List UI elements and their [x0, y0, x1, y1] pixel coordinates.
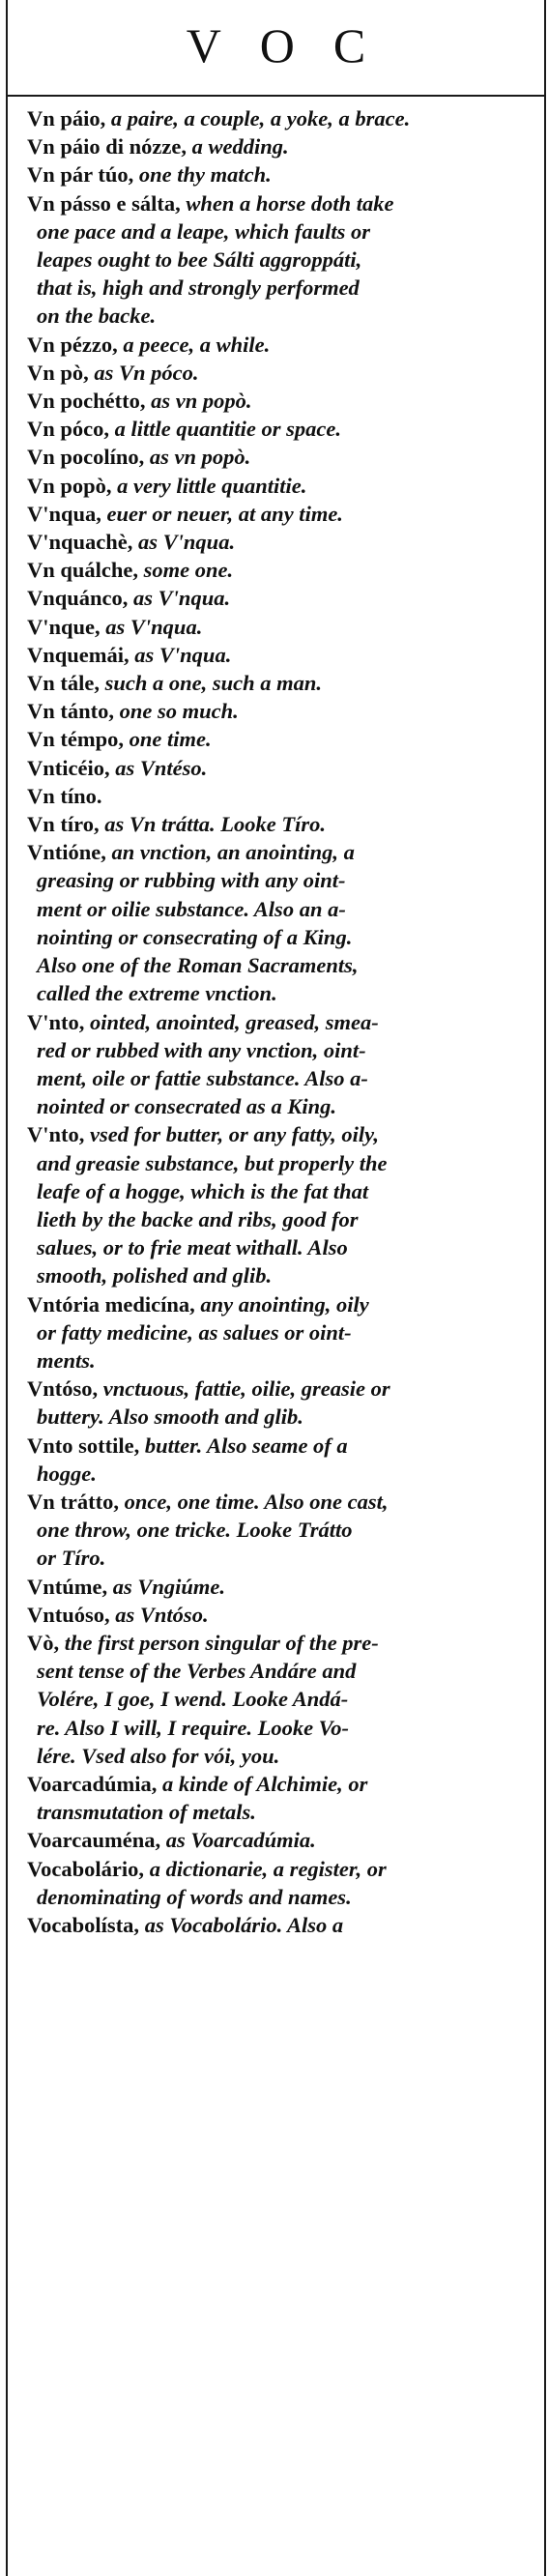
entry-headword: Vn tále, — [27, 671, 100, 696]
entry-headword: Vnquemái, — [27, 642, 130, 667]
entry-definition: a very little quantitie. — [117, 473, 307, 498]
entry-headword: Vn pochétto, — [27, 389, 146, 414]
dictionary-entry — [27, 1488, 538, 1573]
entry-headword: V'nque, — [27, 614, 101, 639]
entry-headword: Vn tánto, — [27, 699, 115, 724]
entry-definition: when a horse doth take — [186, 190, 394, 216]
entry-line — [27, 502, 343, 526]
dictionary-entry — [27, 1770, 538, 1826]
left-column-rule — [6, 0, 8, 2576]
dictionary-entry — [27, 1911, 538, 1939]
entry-line — [27, 1122, 379, 1146]
entry-line — [27, 361, 199, 385]
entry-continuation-line — [27, 1657, 538, 1685]
dictionary-entry — [27, 810, 538, 838]
entry-line — [27, 558, 233, 582]
entry-definition: ointed, anointed, greased, smea- — [90, 1009, 379, 1034]
entry-definition: as Vntóso. — [115, 1602, 209, 1627]
dictionary-entry — [27, 754, 538, 782]
entry-headword: Vn pézzo, — [27, 332, 118, 357]
entry-line — [27, 445, 250, 469]
entry-headword: Vocabolísta, — [27, 1913, 140, 1937]
dictionary-entry — [27, 387, 538, 415]
entry-definition: one so much. — [119, 699, 239, 724]
dictionary-entry — [27, 1432, 538, 1488]
entry-headword: V'nto, — [27, 1122, 85, 1147]
dictionary-entry — [27, 1375, 538, 1431]
entry-headword: Vnticéio, — [27, 755, 110, 780]
entry-continuation-line — [27, 1685, 538, 1713]
entry-definition: ments. — [37, 1347, 96, 1373]
entry-continuation-line — [27, 979, 538, 1007]
entry-definition: buttery. Also smooth and glib. — [37, 1404, 303, 1430]
entry-definition: as Vn póco. — [94, 360, 199, 385]
dictionary-entry — [27, 443, 538, 471]
entry-definition: one time. — [129, 727, 212, 752]
dictionary-entry — [27, 1573, 538, 1601]
entry-line — [27, 417, 341, 441]
entry-headword: Vn témpo, — [27, 727, 124, 752]
entry-continuation-line — [27, 1149, 538, 1177]
entry-definition: or Tíro. — [37, 1546, 106, 1571]
entry-headword: Vnquánco, — [27, 586, 129, 611]
entry-definition: one pace and a leape, which faults or — [37, 218, 371, 244]
entry-headword: Vn trátto, — [27, 1489, 119, 1514]
entry-line — [27, 812, 326, 836]
entry-definition: leafe of a hogge, which is the fat that — [37, 1178, 369, 1203]
dictionary-entry — [27, 415, 538, 443]
entry-continuation-line — [27, 1883, 538, 1911]
entry-continuation-line — [27, 895, 538, 923]
entry-definition: as vn popò. — [151, 389, 252, 414]
dictionary-entry — [27, 669, 538, 697]
dictionary-entry — [27, 1826, 538, 1854]
entry-definition: as V'nqua. — [133, 586, 231, 611]
dictionary-entry — [27, 641, 538, 669]
entry-line — [27, 615, 202, 639]
entry-definition: as Vngiúme. — [112, 1574, 226, 1599]
entry-definition: as Vocabolário. Also a — [144, 1913, 344, 1937]
entry-line — [27, 1857, 387, 1881]
entry-definition: lieth by the backe and ribs, good for — [37, 1206, 359, 1231]
entry-definition: vsed for butter, or any fatty, oily, — [90, 1122, 379, 1147]
dictionary-entry — [27, 1601, 538, 1629]
entry-line — [27, 106, 410, 130]
entry-continuation-line — [27, 1460, 538, 1488]
dictionary-entry — [27, 584, 538, 612]
entry-definition: one thy match. — [138, 162, 272, 188]
entry-headword: Vntúme, — [27, 1574, 108, 1599]
entry-continuation-line — [27, 274, 538, 302]
entry-definition: Volére, I goe, I wend. Looke Andá- — [37, 1687, 349, 1712]
dictionary-entry — [27, 556, 538, 584]
entry-line — [27, 162, 272, 187]
entry-continuation-line — [27, 217, 538, 246]
entry-definition: one throw, one tricke. Looke Trátto — [37, 1518, 353, 1543]
entry-headword: Vn quálche, — [27, 558, 139, 583]
entry-definition: once, one time. Also one cast, — [124, 1489, 389, 1514]
entry-continuation-line — [27, 951, 538, 979]
entry-headword: V'nquachè, — [27, 530, 133, 555]
entry-definition: ment or oilie substance. Also an a- — [37, 896, 346, 921]
entry-continuation-line — [27, 246, 538, 274]
entry-headword: Vntióne, — [27, 840, 106, 865]
dictionary-entry — [27, 132, 538, 160]
dictionary-entry — [27, 160, 538, 188]
entry-line — [27, 643, 231, 667]
entry-line — [27, 756, 207, 780]
entry-definition: an vnction, an anointing, a — [111, 840, 355, 865]
entry-line — [27, 1292, 369, 1317]
entry-definition: vnctuous, fattie, oilie, greasie or — [102, 1376, 390, 1402]
entry-definition: greasing or rubbing with any oint- — [37, 868, 346, 893]
dictionary-entry — [27, 613, 538, 641]
entry-definition: transmutation of metals. — [37, 1800, 256, 1825]
entry-line — [27, 1376, 390, 1401]
entry-headword: Voarcadúmia, — [27, 1771, 158, 1796]
entry-continuation-line — [27, 302, 538, 330]
dictionary-entry — [27, 528, 538, 556]
entry-definition: hogge. — [37, 1461, 97, 1486]
entry-line — [27, 727, 212, 751]
entry-continuation-line — [27, 866, 538, 894]
entry-headword: Vn pár túo, — [27, 162, 134, 188]
dictionary-entry — [27, 189, 538, 331]
entry-definition: euer or neuer, at any time. — [106, 501, 343, 526]
entry-line — [27, 1772, 367, 1796]
dictionary-entry — [27, 331, 538, 359]
entry-line — [27, 1913, 343, 1937]
entry-continuation-line — [27, 1177, 538, 1205]
entry-headword: Vn páio di nózze, — [27, 134, 187, 159]
entry-headword: Vn póco, — [27, 417, 110, 442]
entry-definition: red or rubbed with any vnction, oint- — [37, 1037, 366, 1062]
entry-line — [27, 1490, 389, 1514]
dictionary-entry — [27, 697, 538, 725]
entry-line — [27, 699, 239, 723]
entry-definition: denominating of words and names. — [37, 1884, 352, 1909]
entry-line — [27, 1433, 348, 1458]
entry-continuation-line — [27, 1798, 538, 1826]
entry-continuation-line — [27, 1346, 538, 1375]
entry-headword: Vn páio, — [27, 106, 106, 130]
entry-headword: V'nto, — [27, 1009, 85, 1034]
entry-line — [27, 784, 102, 808]
entry-definition: a peece, a while. — [123, 332, 271, 357]
entry-definition: salues, or to frie meat withall. Also — [37, 1235, 348, 1260]
entry-headword: Vntóso, — [27, 1376, 99, 1402]
dictionary-entry — [27, 725, 538, 753]
entry-headword: Vn pocolíno, — [27, 445, 145, 470]
entry-headword: Vntuóso, — [27, 1602, 110, 1627]
entry-continuation-line — [27, 1714, 538, 1742]
entry-headword: Voarcauména, — [27, 1828, 161, 1853]
entry-line — [27, 474, 306, 498]
dictionary-entry — [27, 472, 538, 500]
entry-headword: Vntória medicína, — [27, 1291, 195, 1317]
entry-definition: as vn popò. — [149, 445, 251, 470]
entry-definition: leapes ought to bee Sálti aggroppáti, — [37, 247, 362, 273]
entry-definition: re. Also I will, I require. Looke Vo- — [37, 1715, 349, 1740]
entry-definition: sent tense of the Verbes Andáre and — [37, 1659, 357, 1684]
entry-definition: a dictionarie, a register, or — [149, 1856, 387, 1881]
page-header — [8, 0, 544, 97]
entry-definition: a paire, a couple, a yoke, a brace. — [110, 106, 411, 130]
dictionary-entry — [27, 104, 538, 132]
entry-continuation-line — [27, 1544, 538, 1572]
dictionary-entry — [27, 1855, 538, 1911]
dictionary-entry — [27, 1008, 538, 1121]
entry-definition: smooth, polished and glib. — [37, 1263, 273, 1288]
entry-definition: and greasie substance, but properly the — [37, 1150, 388, 1175]
entry-line — [27, 333, 270, 357]
entry-definition: such a one, such a man. — [104, 671, 323, 696]
dictionary-entry — [27, 838, 538, 1007]
entry-line — [27, 1010, 379, 1034]
entry-definition: or fatty medicine, as salues or oint- — [37, 1319, 352, 1345]
entry-list — [27, 104, 538, 1939]
entry-continuation-line — [27, 1064, 538, 1092]
entry-line — [27, 1828, 316, 1852]
entry-continuation-line — [27, 1516, 538, 1544]
entry-line — [27, 389, 252, 413]
entry-definition: Also one of the Roman Sacraments, — [37, 953, 359, 978]
entry-headword: Vnto sottile, — [27, 1433, 140, 1458]
right-column-rule — [544, 0, 546, 2576]
entry-headword: Vn pásso e sálta, — [27, 190, 181, 216]
entry-headword: Vn popò, — [27, 473, 112, 498]
dictionary-entry — [27, 1290, 538, 1375]
entry-definition: nointed or consecrated as a King. — [37, 1094, 337, 1119]
entry-definition: a little quantitie or space. — [114, 417, 342, 442]
entry-headword: Vn tíno. — [27, 783, 102, 808]
entry-continuation-line — [27, 1403, 538, 1431]
entry-headword: V'nqua, — [27, 501, 101, 526]
entry-line — [27, 1603, 209, 1627]
dictionary-entry — [27, 359, 538, 387]
entry-headword: Vn tíro, — [27, 812, 100, 837]
entry-continuation-line — [27, 1318, 538, 1346]
entry-continuation-line — [27, 1261, 538, 1289]
entry-definition: as V'nqua. — [105, 614, 203, 639]
entry-continuation-line — [27, 923, 538, 951]
entry-line — [27, 586, 230, 610]
running-head: VOC — [186, 18, 405, 72]
entry-continuation-line — [27, 1742, 538, 1770]
entry-continuation-line — [27, 1036, 538, 1064]
entry-line — [27, 1631, 379, 1655]
entry-headword: Vò, — [27, 1630, 60, 1655]
entry-continuation-line — [27, 1092, 538, 1120]
entry-definition: as Vn trátta. Looke Tíro. — [104, 812, 326, 837]
dictionary-entry — [27, 1629, 538, 1770]
entry-definition: the first person singular of the pre- — [64, 1630, 379, 1655]
entry-line — [27, 1575, 225, 1599]
entry-line — [27, 191, 393, 216]
entry-definition: butter. Also seame of a — [144, 1433, 348, 1458]
dictionary-entry — [27, 1120, 538, 1289]
entry-definition: ment, oile or fattie substance. Also a- — [37, 1065, 368, 1090]
entry-definition: a wedding. — [191, 134, 289, 159]
entry-continuation-line — [27, 1233, 538, 1261]
entry-definition: called the extreme vnction. — [37, 981, 277, 1006]
entry-line — [27, 840, 355, 864]
entry-headword: Vocabolário, — [27, 1856, 145, 1881]
entry-definition: as Vntéso. — [115, 755, 208, 780]
entry-definition: lére. Vsed also for vói, you. — [37, 1743, 280, 1768]
entry-definition: some one. — [143, 558, 234, 583]
entry-continuation-line — [27, 1205, 538, 1233]
entry-definition: nointing or consecrating of a King. — [37, 924, 353, 949]
entry-definition: on the backe. — [37, 304, 157, 329]
entry-line — [27, 671, 322, 695]
dictionary-entry — [27, 500, 538, 528]
entry-line — [27, 134, 289, 159]
entry-definition: as Voarcadúmia. — [165, 1828, 316, 1853]
entry-definition: a kinde of Alchimie, or — [162, 1771, 368, 1796]
entry-definition: as V'nqua. — [134, 642, 232, 667]
entry-line — [27, 530, 235, 554]
entry-headword: Vn pò, — [27, 360, 89, 385]
entry-definition: as V'nqua. — [138, 530, 236, 555]
entry-definition: that is, high and strongly performed — [37, 275, 360, 301]
dictionary-entry — [27, 782, 538, 810]
entry-definition: any anointing, oily — [200, 1291, 369, 1317]
